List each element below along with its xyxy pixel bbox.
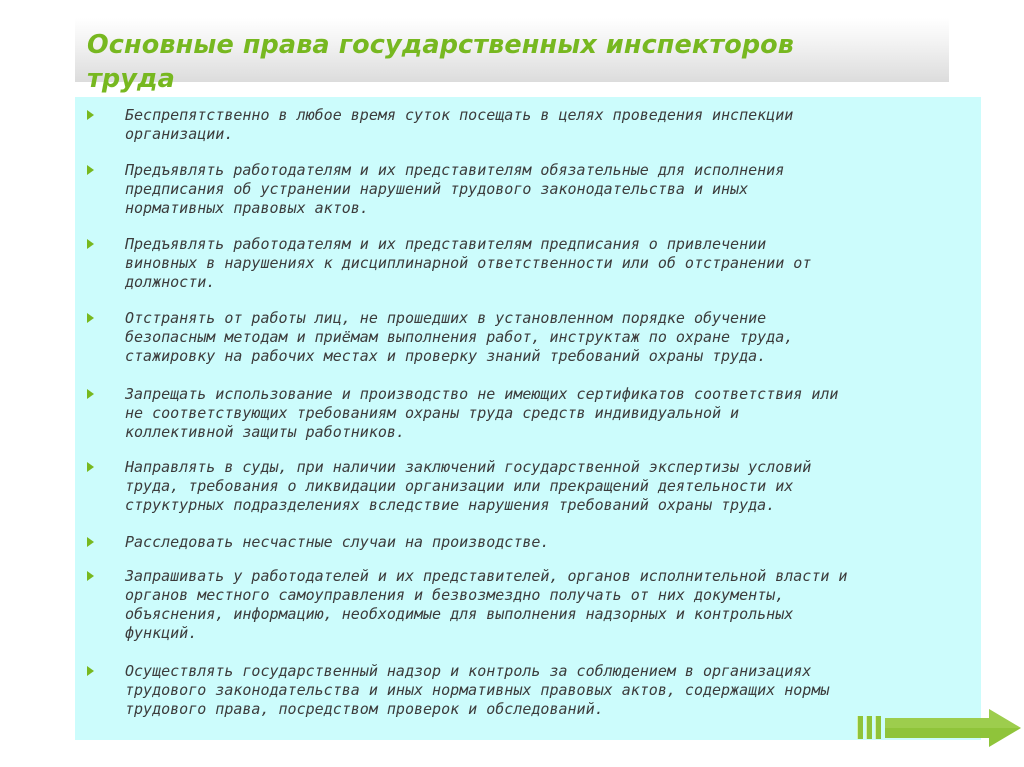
list-item-text: Запрашивать у работодателей и их представителей, органов исполнительной власти и органов местного самоуправления и безвозмездно получать от них документы, объяснения, информацию, необходимые для выполнения надзорных и контрольных функций. (125, 567, 848, 642)
list-item-text: Беспрепятственно в любое время суток посещать в целях проведения инспекции организации. (125, 106, 794, 143)
list-item-text: Запрещать использование и производство не имеющих сертификатов соответствия или не соответствующих требованиям охраны труда средств индивидуальной и коллективной защиты работников. (125, 385, 839, 441)
triangle-right-icon (87, 571, 94, 581)
triangle-right-icon (87, 313, 94, 323)
nav-bar-decoration (866, 716, 872, 739)
triangle-right-icon (87, 462, 94, 472)
arrow-right-icon (885, 709, 1024, 749)
triangle-right-icon (87, 389, 94, 399)
list-item-text: Направлять в суды, при наличии заключений государственной экспертизы условий труда, требования о ликвидации организации или прекращений деятельности их структурных подразделениях вследствие нарушения требований охраны труда. (125, 458, 812, 514)
nav-bar-decoration (875, 716, 881, 739)
triangle-right-icon (87, 537, 94, 547)
slide-title: Основные права государственных инспекторов труда (87, 30, 795, 94)
content-box (75, 97, 981, 740)
nav-bar-decoration (857, 716, 863, 739)
list-item-text: Предъявлять работодателям и их представителям обязательные для исполнения предписания об устранении нарушений трудового законодательства и иных нормативных правовых актов. (125, 161, 785, 217)
triangle-right-icon (87, 239, 94, 249)
next-slide-button[interactable] (855, 709, 1024, 749)
list-item-text: Осуществлять государственный надзор и контроль за соблюдением в организациях трудового законодательства и иных нормативных правовых актов, содержащих нормы трудового права, посредством проверок и обследований. (125, 662, 830, 718)
list-item-text: Предъявлять работодателям и их представителям предписания о привлечении виновных в нарушениях к дисциплинарной ответственности или об отстранении от должности. (125, 235, 812, 291)
triangle-right-icon (87, 666, 94, 676)
triangle-right-icon (87, 165, 94, 175)
triangle-right-icon (87, 110, 94, 120)
list-item-text: Расследовать несчастные случаи на производстве. (125, 533, 550, 551)
list-item-text: Отстранять от работы лиц, не прошедших в установленном порядке обучение безопасным методам и приёмам выполнения работ, инструктаж по охране труда, стажировку на рабочих местах и проверку знаний требований охраны труда. (125, 309, 794, 365)
